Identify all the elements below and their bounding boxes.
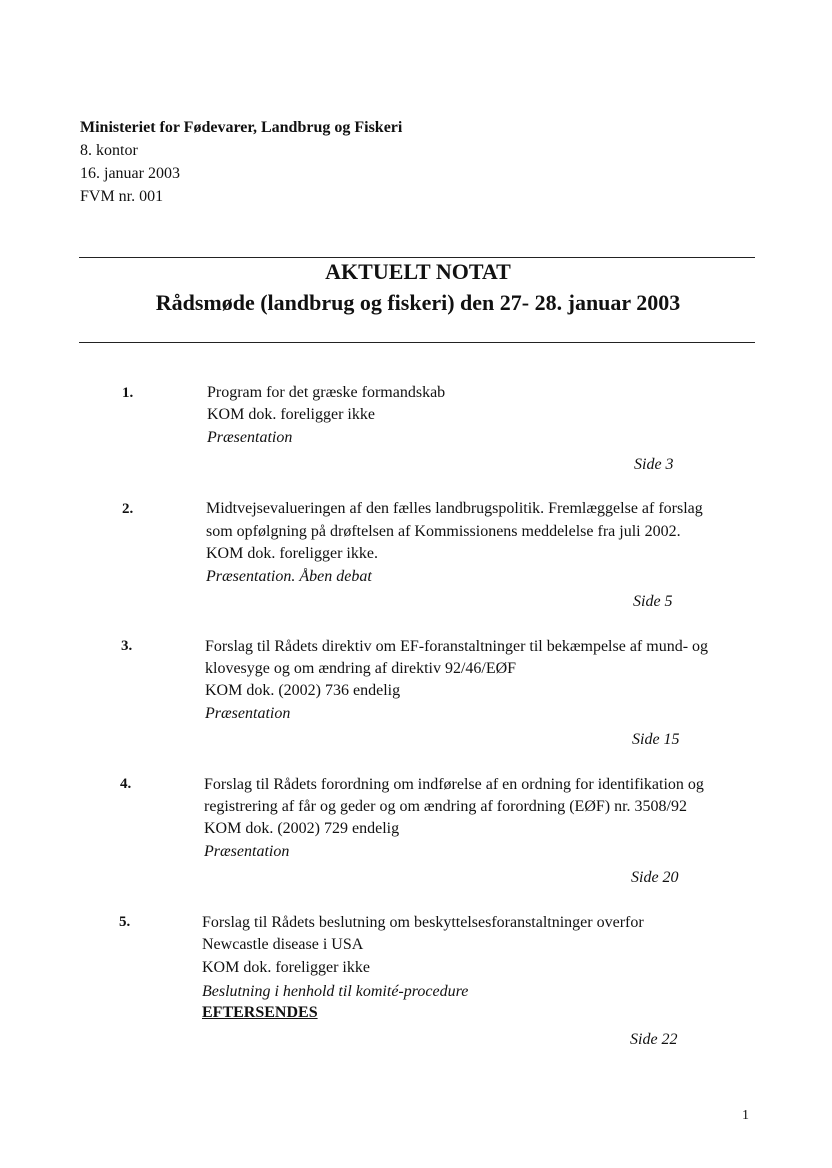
item-line: KOM dok. (2002) 729 endelig xyxy=(204,820,400,837)
office-name: 8. kontor xyxy=(80,142,138,159)
item-note: Præsentation xyxy=(205,705,291,722)
item-number: 5. xyxy=(119,914,131,930)
item-note: Præsentation xyxy=(207,429,293,446)
page-number: 1 xyxy=(742,1108,749,1123)
item-line: KOM dok. foreligger ikke xyxy=(202,959,370,976)
item-line: klovesyge og om ændring af direktiv 92/46/EØF xyxy=(205,660,517,677)
item-line: Forslag til Rådets direktiv om EF-foranstaltninger til bekæmpelse af mund- og xyxy=(205,638,709,655)
document-date: 16. januar 2003 xyxy=(80,165,180,182)
item-number: 2. xyxy=(122,501,134,517)
item-note: Præsentation. Åben debat xyxy=(206,568,372,585)
item-line: KOM dok. (2002) 736 endelig xyxy=(205,682,401,699)
item-page-ref: Side 5 xyxy=(633,593,673,610)
item-line: registrering af får og geder og om ændring af forordning (EØF) nr. 3508/92 xyxy=(204,798,687,815)
item-page-ref: Side 22 xyxy=(630,1031,678,1048)
item-note: Beslutning i henhold til komité-procedure xyxy=(202,983,469,1000)
item-number: 4. xyxy=(120,776,132,792)
item-extra: EFTERSENDES xyxy=(202,1004,318,1021)
document-subtitle: Rådsmøde (landbrug og fiskeri) den 27- 28. januar 2003 xyxy=(155,290,681,315)
item-line: Forslag til Rådets beslutning om beskyttelsesforanstaltninger overfor xyxy=(202,914,644,931)
item-page-ref: Side 15 xyxy=(632,731,680,748)
item-number: 3. xyxy=(121,638,133,654)
item-line: Midtvejsevalueringen af den fælles landbrugspolitik. Fremlæggelse af forslag xyxy=(206,500,703,517)
document-title: AKTUELT NOTAT xyxy=(325,259,511,284)
item-line: Forslag til Rådets forordning om indførelse af en ordning for identifikation og xyxy=(204,776,704,793)
item-line: KOM dok. foreligger ikke. xyxy=(206,545,378,562)
item-line: Newcastle disease i USA xyxy=(202,936,364,953)
ministry-name: Ministeriet for Fødevarer, Landbrug og Fiskeri xyxy=(80,119,403,136)
item-page-ref: Side 3 xyxy=(634,456,674,473)
item-line: KOM dok. foreligger ikke xyxy=(207,406,375,423)
item-number: 1. xyxy=(122,385,134,401)
title-rule-bottom xyxy=(79,342,755,343)
document-reference: FVM nr. 001 xyxy=(80,188,164,205)
item-line: Program for det græske formandskab xyxy=(207,384,446,401)
item-note: Præsentation xyxy=(204,843,290,860)
item-page-ref: Side 20 xyxy=(631,869,679,886)
item-line: som opfølgning på drøftelsen af Kommissionens meddelelse fra juli 2002. xyxy=(206,523,681,540)
